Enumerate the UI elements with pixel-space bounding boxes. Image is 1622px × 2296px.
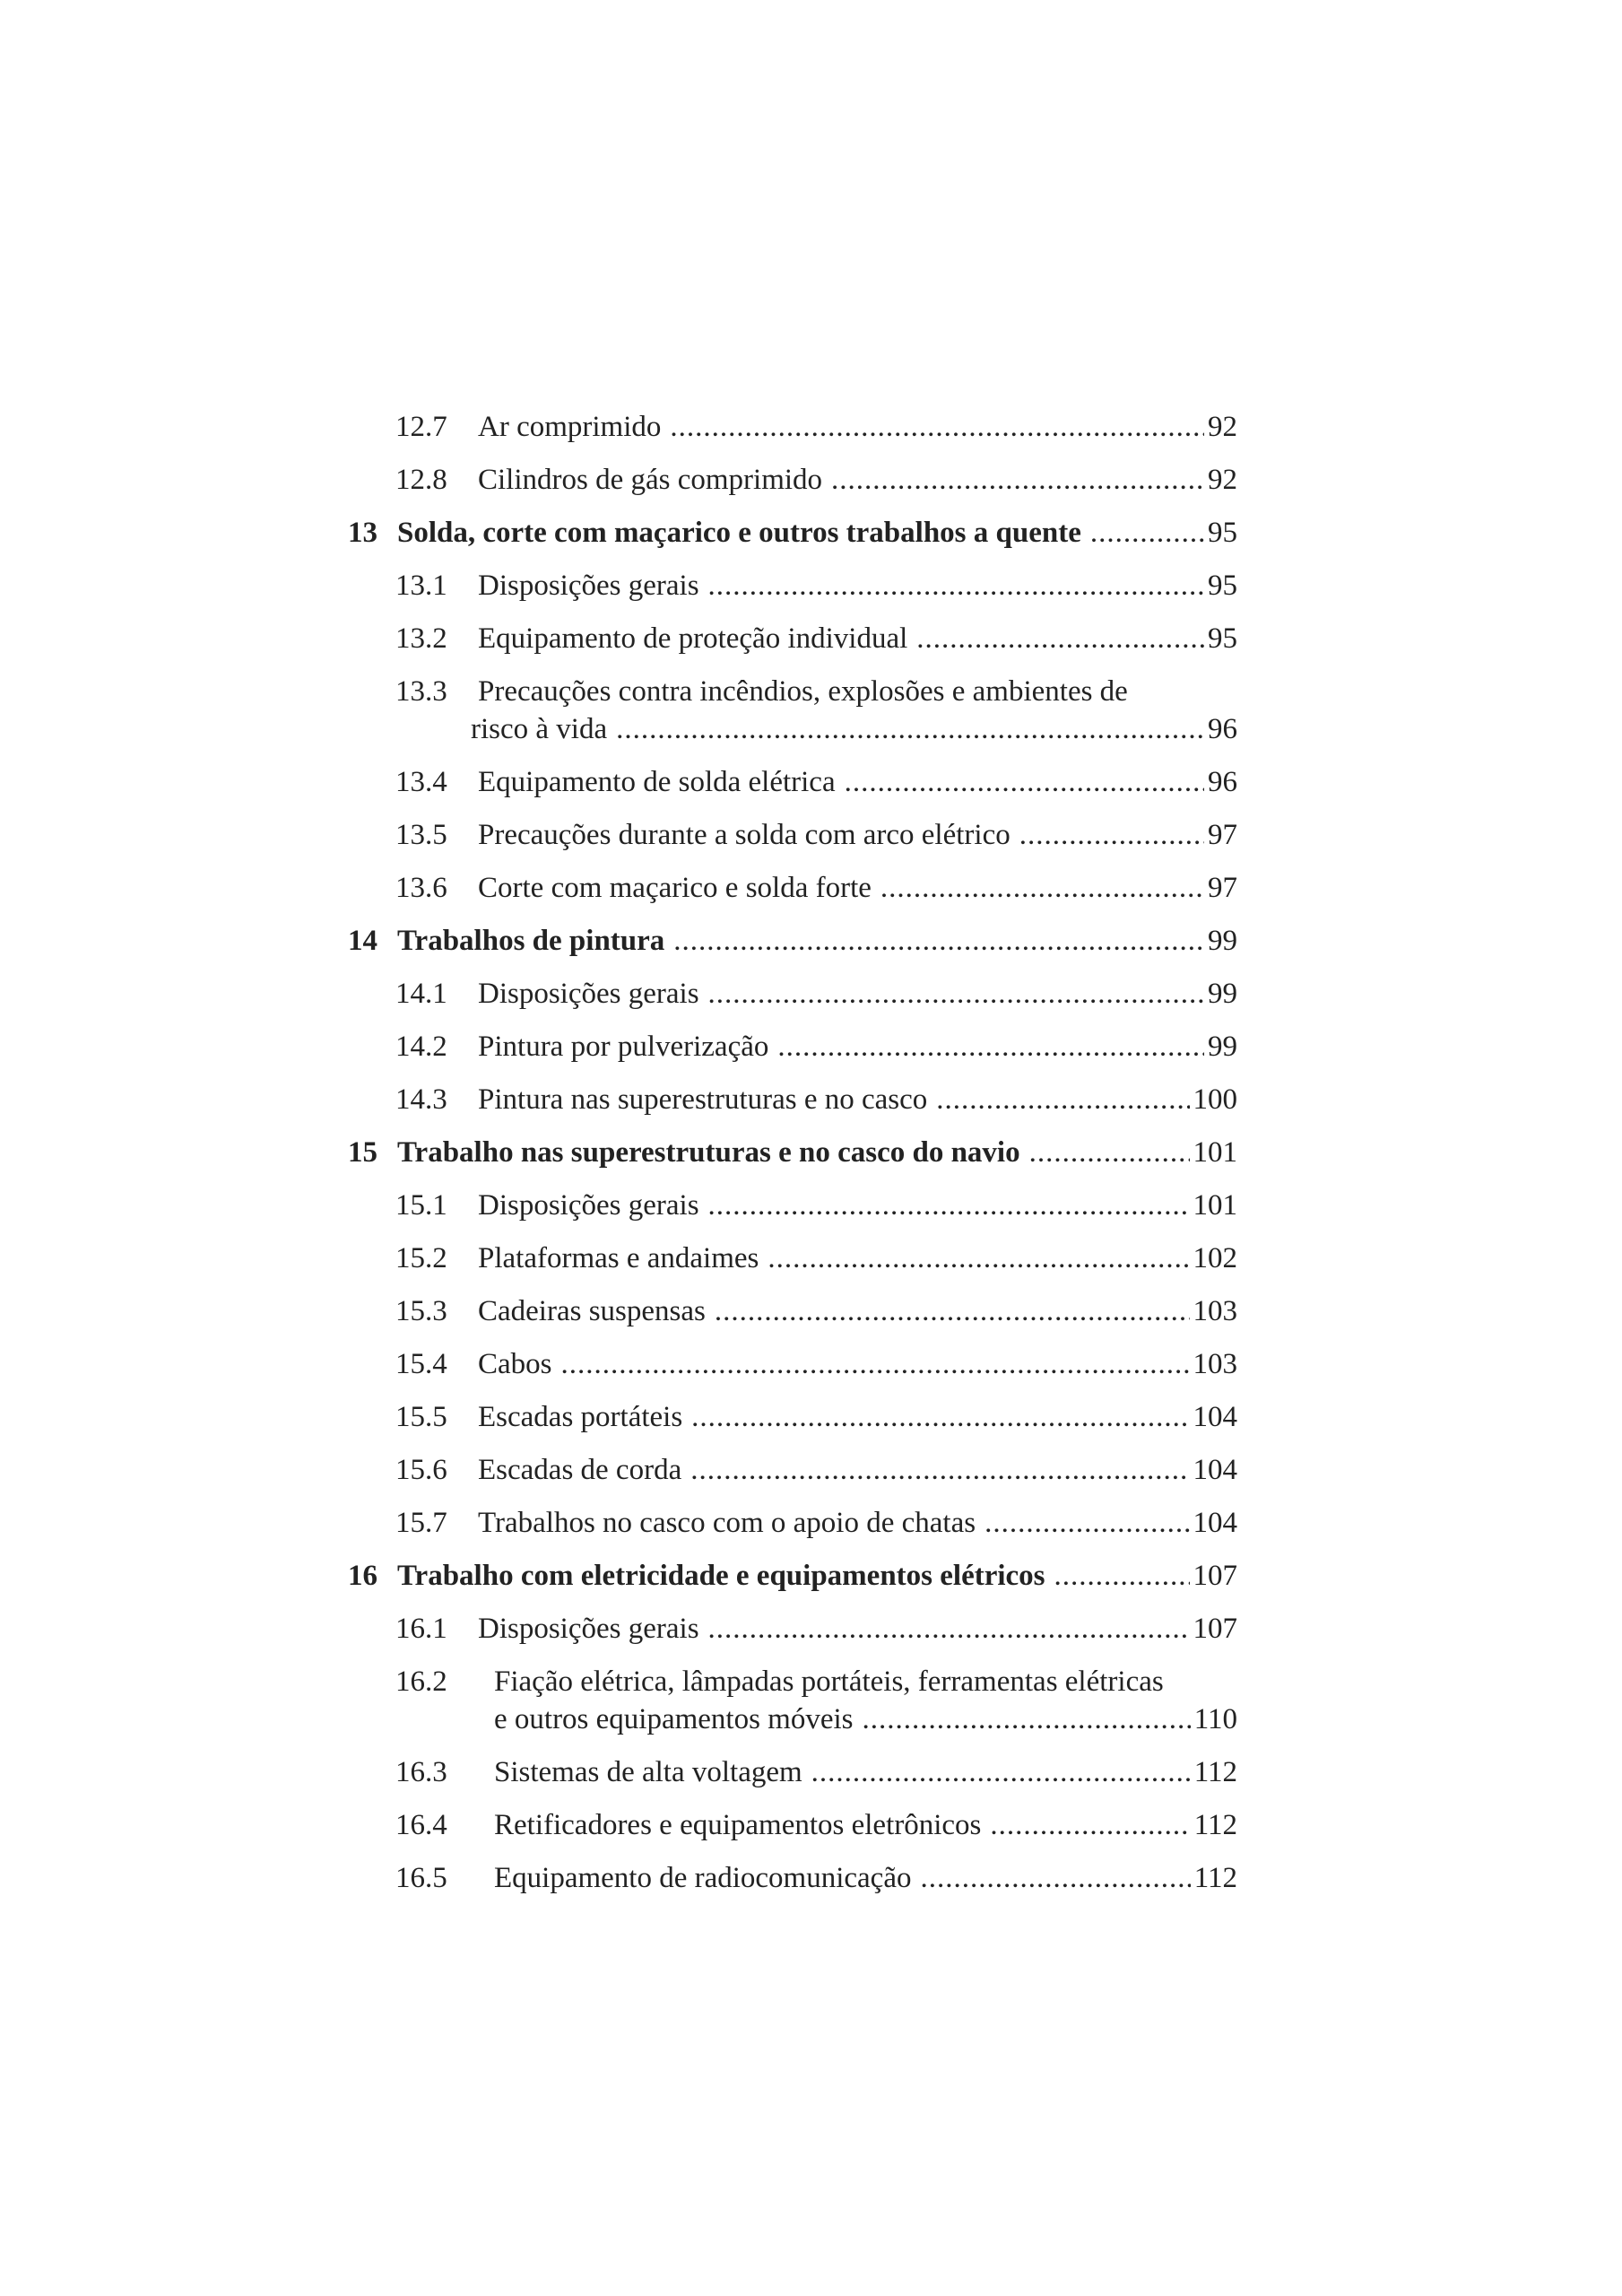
section-number: 16.4 — [395, 1809, 447, 1841]
toc-line — [494, 1806, 1237, 1844]
page-number: 103 — [1193, 1295, 1237, 1327]
toc-line — [478, 1451, 1237, 1489]
dot-leader — [708, 1610, 1190, 1648]
dot-leader — [1029, 1134, 1190, 1171]
chapter-number: 14 — [348, 925, 377, 957]
section-title-line-1: Precauções contra incêndios, explosões e ambientes de — [478, 675, 1128, 708]
toc-chapter-13 — [348, 514, 1237, 567]
toc-entry-13-3 — [348, 673, 1237, 763]
toc-line — [397, 514, 1237, 552]
chapter-title: Trabalho nas superestruturas e no casco do navio — [397, 1136, 1020, 1169]
toc-chapter-15 — [348, 1134, 1237, 1187]
section-title: Sistemas de alta voltagem — [494, 1756, 802, 1788]
toc-entry-15-7 — [348, 1504, 1237, 1557]
toc-entry-13-1 — [348, 567, 1237, 620]
dot-leader — [673, 922, 1204, 960]
toc-line — [478, 1610, 1237, 1648]
toc-entry-13-6 — [348, 869, 1237, 922]
dot-leader — [561, 1345, 1190, 1383]
section-title: Disposições gerais — [478, 978, 699, 1010]
toc-entry-16-1 — [348, 1610, 1237, 1663]
page-number: 92 — [1208, 464, 1237, 496]
toc-entry-15-4 — [348, 1345, 1237, 1398]
toc-entry-14-2 — [348, 1028, 1237, 1081]
section-title: Trabalhos no casco com o apoio de chatas — [478, 1507, 976, 1539]
section-number: 15.1 — [395, 1189, 447, 1222]
section-number: 15.6 — [395, 1454, 447, 1486]
section-title: Cilindros de gás comprimido — [478, 464, 823, 496]
toc-line — [478, 461, 1237, 499]
toc-line — [478, 1292, 1237, 1330]
section-title: Disposições gerais — [478, 1189, 699, 1222]
dot-leader — [1054, 1557, 1190, 1595]
toc-line — [478, 1504, 1237, 1542]
section-number: 12.7 — [395, 411, 447, 443]
page-number: 95 — [1208, 622, 1237, 655]
section-number: 16.3 — [395, 1756, 447, 1788]
dot-leader — [777, 1028, 1204, 1065]
dot-leader — [616, 710, 1204, 748]
toc-entry-12-7 — [348, 408, 1237, 461]
page-number: 96 — [1208, 713, 1237, 745]
dot-leader — [1019, 816, 1204, 854]
section-title: Equipamento de proteção individual — [478, 622, 908, 655]
page-number: 95 — [1208, 570, 1237, 602]
page-number: 104 — [1193, 1507, 1237, 1539]
toc-line — [478, 1239, 1237, 1277]
section-title-line-2: risco à vida — [471, 713, 608, 745]
section-number: 15.3 — [395, 1295, 447, 1327]
toc-entry-14-3 — [348, 1081, 1237, 1134]
section-title: Corte com maçarico e solda forte — [478, 872, 872, 904]
section-title-line-2: e outros equipamentos móveis — [494, 1703, 854, 1735]
section-number: 13.1 — [395, 570, 447, 602]
section-title: Cadeiras suspensas — [478, 1295, 706, 1327]
dot-leader — [990, 1806, 1190, 1844]
page-number: 107 — [1193, 1560, 1237, 1592]
toc-entry-16-2 — [348, 1663, 1237, 1753]
dot-leader — [845, 763, 1204, 801]
dot-leader — [811, 1753, 1191, 1791]
dot-leader — [670, 408, 1204, 446]
page-number: 104 — [1193, 1454, 1237, 1486]
toc-entry-15-1 — [348, 1187, 1237, 1239]
page-number: 101 — [1193, 1136, 1237, 1169]
dot-leader — [715, 1292, 1190, 1330]
section-number: 13.4 — [395, 766, 447, 798]
dot-leader — [916, 620, 1204, 657]
dot-leader — [831, 461, 1204, 499]
section-number: 15.7 — [395, 1507, 447, 1539]
page-number: 99 — [1208, 925, 1237, 957]
section-title: Cabos — [478, 1348, 552, 1380]
toc-entry-15-6 — [348, 1451, 1237, 1504]
toc-line — [478, 408, 1237, 446]
page-number: 110 — [1193, 1703, 1237, 1735]
section-number: 16.1 — [395, 1613, 447, 1645]
chapter-number: 16 — [348, 1560, 377, 1592]
toc-entry-16-5 — [348, 1859, 1237, 1912]
toc-line — [494, 1753, 1237, 1791]
toc-line — [494, 1859, 1237, 1897]
section-number: 13.2 — [395, 622, 447, 655]
dot-leader — [1090, 514, 1204, 552]
toc-entry-15-5 — [348, 1398, 1237, 1451]
toc-line — [478, 1187, 1237, 1224]
page-number: 112 — [1193, 1756, 1237, 1788]
toc-line — [478, 1028, 1237, 1065]
page-number: 112 — [1193, 1809, 1237, 1841]
page-number: 99 — [1208, 1031, 1237, 1063]
page-number: 101 — [1193, 1189, 1237, 1222]
toc-line — [494, 1700, 1237, 1738]
toc-line — [478, 1398, 1237, 1436]
toc-line — [478, 763, 1237, 801]
section-number: 16.5 — [395, 1862, 447, 1894]
page-number: 112 — [1193, 1862, 1237, 1894]
chapter-number: 13 — [348, 517, 377, 549]
section-number: 14.3 — [395, 1083, 447, 1116]
toc-entry-13-5 — [348, 816, 1237, 869]
section-number: 13.3 — [395, 675, 447, 708]
page-number: 104 — [1193, 1401, 1237, 1433]
toc-entry-12-8 — [348, 461, 1237, 514]
toc-line — [478, 869, 1237, 907]
section-title: Escadas portáteis — [478, 1401, 683, 1433]
section-title: Equipamento de radiocomunicação — [494, 1862, 912, 1894]
chapter-title: Trabalho com eletricidade e equipamentos elétricos — [397, 1560, 1045, 1592]
dot-leader — [768, 1239, 1189, 1277]
dot-leader — [936, 1081, 1189, 1118]
toc-entry-13-4 — [348, 763, 1237, 816]
page-number: 99 — [1208, 978, 1237, 1010]
section-title: Ar comprimido — [478, 411, 662, 443]
chapter-number: 15 — [348, 1136, 377, 1169]
toc-line — [478, 1081, 1237, 1118]
page-number: 96 — [1208, 766, 1237, 798]
section-title: Pintura nas superestruturas e no casco — [478, 1083, 928, 1116]
dot-leader — [690, 1451, 1189, 1489]
section-title: Retificadores e equipamentos eletrônicos — [494, 1809, 982, 1841]
page-number: 107 — [1193, 1613, 1237, 1645]
dot-leader — [863, 1700, 1191, 1738]
toc-entry-13-2 — [348, 620, 1237, 673]
section-number: 14.2 — [395, 1031, 447, 1063]
toc-entry-14-1 — [348, 975, 1237, 1028]
toc-entry-16-4 — [348, 1806, 1237, 1859]
dot-leader — [708, 1187, 1190, 1224]
toc-line — [478, 816, 1237, 854]
toc-line — [478, 620, 1237, 657]
page-number: 92 — [1208, 411, 1237, 443]
section-title: Pintura por pulverização — [478, 1031, 769, 1063]
section-title-line-1: Fiação elétrica, lâmpadas portáteis, ferramentas elétricas — [494, 1665, 1164, 1698]
dot-leader — [691, 1398, 1189, 1436]
toc-chapter-14 — [348, 922, 1237, 975]
toc-line — [397, 1134, 1237, 1171]
section-title: Escadas de corda — [478, 1454, 682, 1486]
toc-line — [397, 922, 1237, 960]
section-number: 13.5 — [395, 819, 447, 851]
page-number: 95 — [1208, 517, 1237, 549]
toc-chapter-16 — [348, 1557, 1237, 1610]
toc-line — [478, 1345, 1237, 1383]
section-title: Plataformas e andaimes — [478, 1242, 759, 1274]
toc-entry-15-2 — [348, 1239, 1237, 1292]
section-title: Equipamento de solda elétrica — [478, 766, 836, 798]
section-title: Disposições gerais — [478, 1613, 699, 1645]
toc-line — [471, 710, 1237, 748]
dot-leader — [708, 975, 1204, 1013]
page-number: 102 — [1193, 1242, 1237, 1274]
section-number: 16.2 — [395, 1665, 447, 1698]
toc-line — [478, 567, 1237, 604]
page-number: 100 — [1193, 1083, 1237, 1116]
toc-entry-15-3 — [348, 1292, 1237, 1345]
table-of-contents — [348, 408, 1237, 1912]
section-number: 15.5 — [395, 1401, 447, 1433]
toc-entry-16-3 — [348, 1753, 1237, 1806]
chapter-title: Trabalhos de pintura — [397, 925, 665, 957]
dot-leader — [984, 1504, 1189, 1542]
section-number: 15.2 — [395, 1242, 447, 1274]
toc-line — [478, 975, 1237, 1013]
section-number: 13.6 — [395, 872, 447, 904]
dot-leader — [880, 869, 1204, 907]
page-number: 103 — [1193, 1348, 1237, 1380]
section-number: 14.1 — [395, 978, 447, 1010]
page-number: 97 — [1208, 872, 1237, 904]
page-number: 97 — [1208, 819, 1237, 851]
section-number: 15.4 — [395, 1348, 447, 1380]
section-number: 12.8 — [395, 464, 447, 496]
section-title: Disposições gerais — [478, 570, 699, 602]
dot-leader — [708, 567, 1204, 604]
toc-line — [397, 1557, 1237, 1595]
section-title: Precauções durante a solda com arco elétrico — [478, 819, 1010, 851]
dot-leader — [920, 1859, 1190, 1897]
chapter-title: Solda, corte com maçarico e outros trabalhos a quente — [397, 517, 1081, 549]
